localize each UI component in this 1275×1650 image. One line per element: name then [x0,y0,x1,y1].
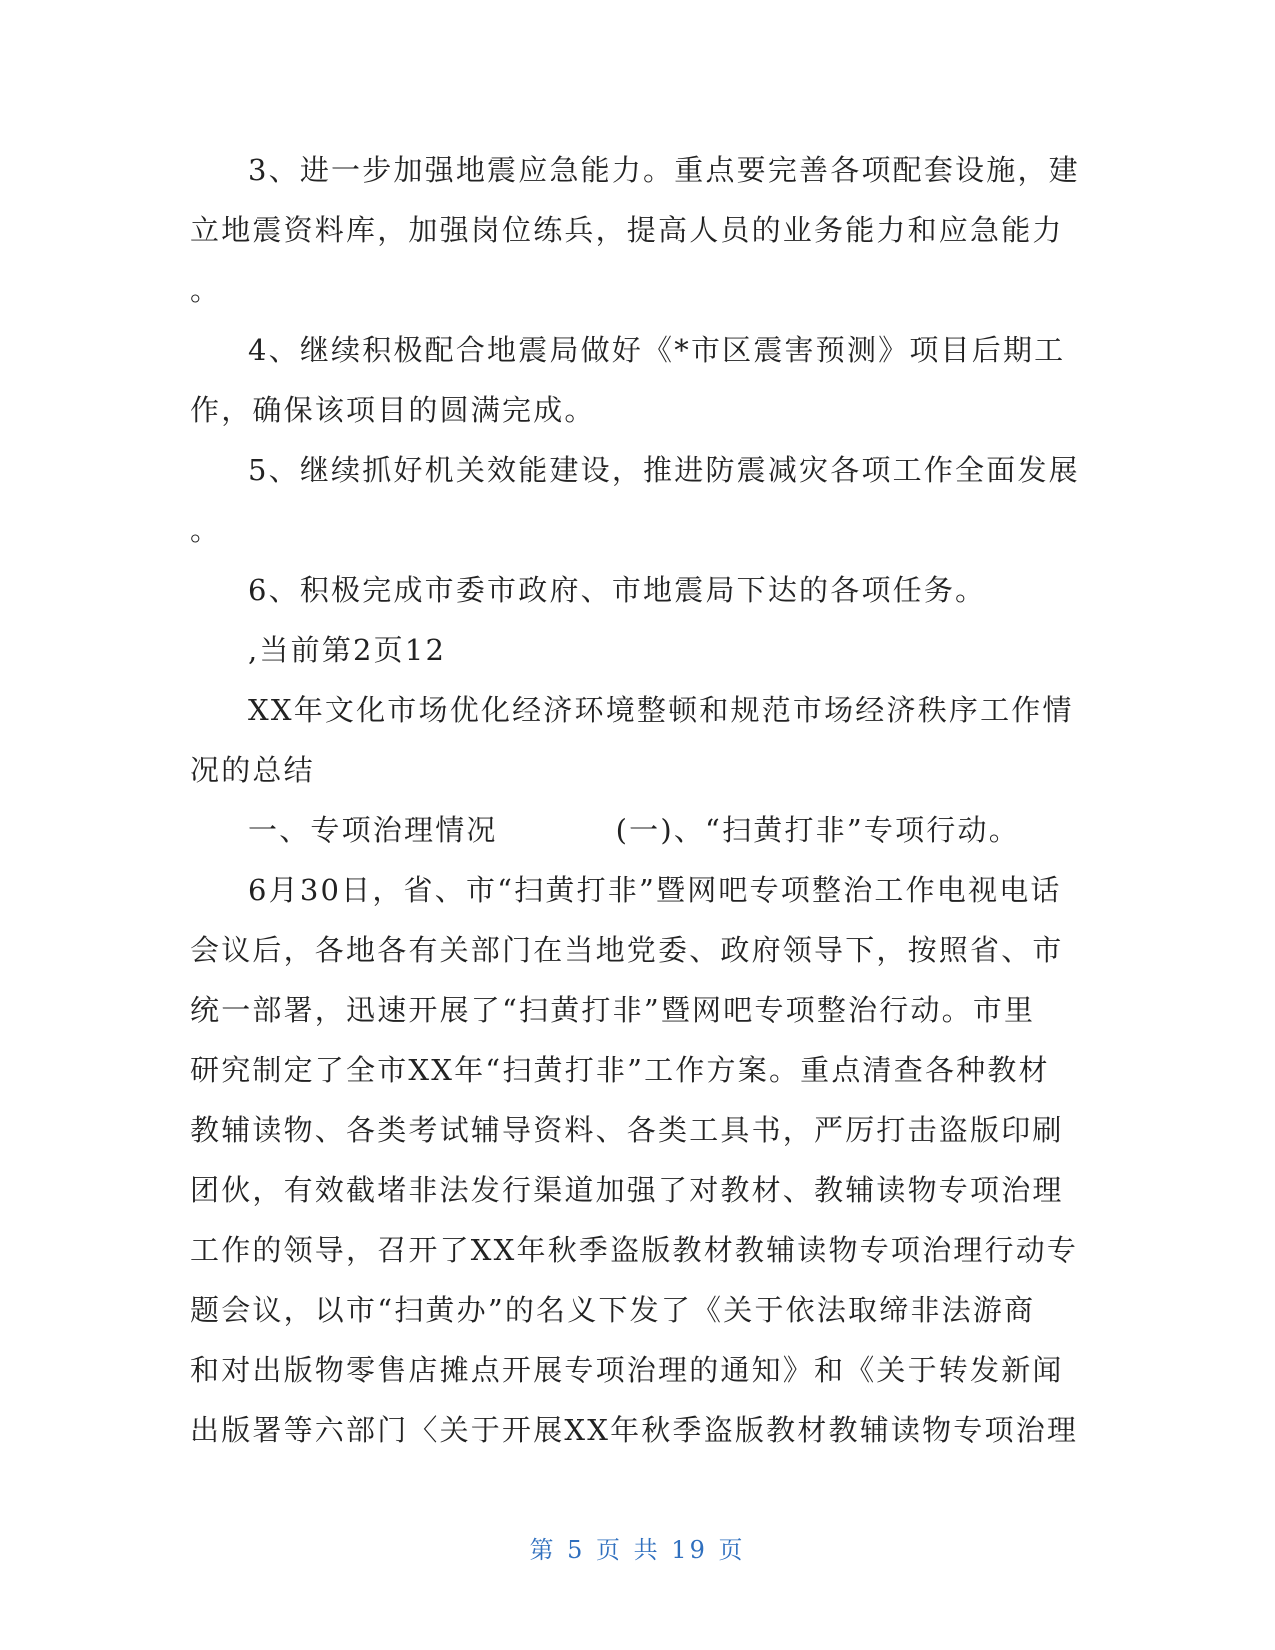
paragraph-line: 出版署等六部门〈关于开展XX年秋季盗版教材教辅读物专项治理 [190,1413,1079,1447]
paragraph-line: 和对出版物零售店摊点开展专项治理的通知》和《关于转发新闻 [190,1353,1064,1387]
paragraph-line: 工作的领导，召开了XX年秋季盗版教材教辅读物专项治理行动专 [190,1233,1079,1267]
paragraph-line: 6、积极完成市委市政府、市地震局下达的各项任务。 [248,573,987,607]
paragraph-line: 。 [190,273,222,307]
paragraph-line: 研究制定了全市XX年“扫黄打非”工作方案。重点清查各种教材 [190,1053,1050,1087]
paragraph-line: 6月30日，省、市“扫黄打非”暨网吧专项整治工作电视电话 [248,873,1062,907]
paragraph-line: 作，确保该项目的圆满完成。 [190,393,596,427]
heading-secondary: (一)、“扫黄打非”专项行动。 [615,813,1020,847]
paragraph-line: 统一部署，迅速开展了“扫黄打非”暨网吧专项整治行动。市里 [190,993,1036,1027]
section-title-line: XX年文化市场优化经济环境整顿和规范市场经济秩序工作情 [248,693,1074,727]
page-footer: 第 5 页 共 19 页 [529,1536,746,1564]
paragraph-line: 立地震资料库，加强岗位练兵，提高人员的业务能力和应急能力 [190,213,1064,247]
section-title-line: 况的总结 [190,753,315,787]
document-body [190,140,1080,1460]
paragraph-line: 。 [190,513,222,547]
paragraph-line: 3、进一步加强地震应急能力。重点要完善各项配套设施，建 [248,153,1080,187]
paragraph-line: 教辅读物、各类考试辅导资料、各类工具书，严厉打击盗版印刷 [190,1113,1064,1147]
page-marker-line: ,当前第2页12 [248,633,447,667]
paragraph-line: 会议后，各地各有关部门在当地党委、政府领导下，按照省、市 [190,933,1064,967]
heading-primary: 一、专项治理情况 [248,813,498,847]
paragraph-line: 团伙，有效截堵非法发行渠道加强了对教材、教辅读物专项治理 [190,1173,1064,1207]
paragraph-line: 5、继续抓好机关效能建设，推进防震减灾各项工作全面发展 [248,453,1080,487]
paragraph-line: 4、继续积极配合地震局做好《*市区震害预测》项目后期工 [248,333,1066,367]
heading-line [190,800,1070,860]
paragraph-line: 题会议，以市“扫黄办”的名义下发了《关于依法取缔非法游商 [190,1293,1036,1327]
